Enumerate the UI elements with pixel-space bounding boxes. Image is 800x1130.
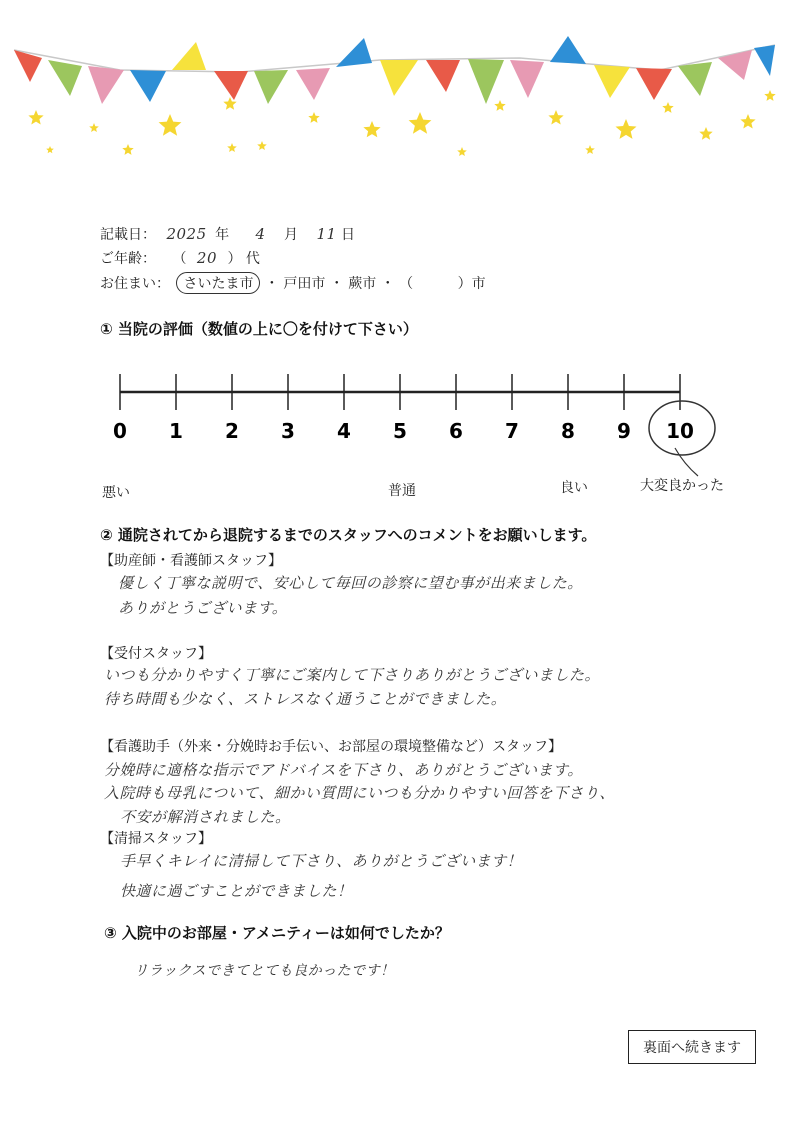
star-icon (699, 127, 712, 140)
date-day: 11 (316, 225, 337, 243)
star-icon (363, 121, 380, 137)
scale-label-very-good: 大変良かった (640, 478, 724, 494)
bunting-flag (130, 70, 166, 102)
cleaning-label: 【清掃スタッフ】 (100, 831, 212, 847)
scale-number-10: 10 (666, 419, 694, 443)
residence-option-city: ）市 (457, 276, 486, 292)
assistant-comment-line1: 分娩時に適格な指示でアドバイスを下さり、ありがとうございます。 (104, 761, 583, 779)
star-icon (159, 114, 182, 136)
scale-number-6: 6 (449, 419, 463, 443)
bunting-flag (754, 45, 775, 76)
scale-number-7: 7 (505, 419, 519, 443)
scale-number-8: 8 (561, 419, 575, 443)
residence-label: お住まい： (100, 276, 170, 292)
scale-number-9: 9 (617, 419, 631, 443)
bunting-flag (678, 62, 712, 96)
star-icon (89, 123, 99, 132)
star-icon (257, 141, 267, 150)
star-icon (585, 145, 595, 154)
scale-label-good: 良い (560, 480, 588, 496)
bunting-flag (468, 59, 504, 104)
reception-comment-line2: 待ち時間も少なく、ストレスなく通うことができました。 (104, 690, 507, 708)
bunting-flag (296, 68, 330, 100)
scale-label-normal: 普通 (388, 483, 416, 499)
bunting-flag (88, 66, 124, 104)
scale-number-5: 5 (393, 419, 407, 443)
star-icon (457, 147, 467, 156)
scale-number-4: 4 (337, 419, 351, 443)
bunting-flag (510, 60, 544, 98)
star-icon (28, 110, 43, 125)
section3-comment: リラックスできてとても良かったです！ (134, 963, 395, 979)
month-unit: 月 (284, 227, 299, 243)
residence-circle (176, 272, 260, 294)
bunting-flag (550, 36, 586, 64)
bunting-flag (636, 68, 672, 100)
year-unit: 年 (215, 227, 230, 243)
star-icon (494, 100, 505, 111)
star-icon (409, 112, 432, 134)
cleaning-comment-line2: 快適に過ごすことができました！ (120, 882, 353, 900)
star-icon (616, 119, 637, 139)
section2-title: ② 通院されてから退院するまでのスタッフへのコメントをお願いします。 (100, 526, 597, 544)
midwife-comment-line2: ありがとうございます。 (118, 599, 288, 617)
section3-title: ③ 入院中のお部屋・アメニティーは如何でしたか？ (104, 924, 450, 942)
star-icon (548, 110, 563, 125)
bunting-decoration (0, 0, 800, 170)
star-icon (227, 143, 237, 152)
residence-option-others: ・ 戸田市 ・ 蕨市 ・ （ (264, 276, 414, 292)
midwife-comment-line1: 優しく丁寧な説明で、安心して毎回の診察に望む事が出来ました。 (118, 574, 583, 592)
residence-row (100, 272, 486, 294)
age-value: 20 (196, 249, 217, 267)
age-row: ご年齢： （ 20 ） 代 (100, 249, 260, 267)
assistant-comment-line2: 入院時も母乳について、細かい質問にいつも分かりやすい回答を下さり、 (104, 784, 615, 802)
age-label: ご年齢： (100, 251, 156, 267)
scale-label-bad: 悪い (102, 485, 130, 501)
day-unit: 日 (341, 227, 356, 243)
bunting-flag (48, 60, 82, 96)
midwife-label: 【助産師・看護師スタッフ】 (100, 553, 282, 569)
star-icon (662, 102, 673, 113)
scale-number-3: 3 (281, 419, 295, 443)
assistant-label: 【看護助手（外来・分娩時お手伝い、お部屋の環境整備など）スタッフ】 (100, 739, 562, 755)
star-icon (740, 114, 755, 129)
scale-number-0: 0 (113, 419, 127, 443)
date-row (100, 224, 355, 244)
date-month: 4 (255, 225, 266, 243)
date-year: 2025 (166, 225, 207, 243)
scale-number-2: 2 (225, 419, 239, 443)
section1-title: ① 当院の評価（数値の上に〇を付けて下さい） (100, 320, 418, 338)
continue-box (628, 1030, 756, 1064)
continue-label: 裏面へ続きます (643, 1040, 741, 1056)
bunting-flag (336, 38, 372, 67)
bunting-flag (172, 42, 206, 70)
star-icon (308, 112, 319, 123)
scale-number-1: 1 (169, 419, 183, 443)
date-label: 記載日： (100, 227, 156, 243)
star-icon (46, 146, 54, 153)
bunting-flag (380, 60, 418, 96)
star-icon (223, 97, 236, 110)
assistant-comment-line3: 不安が解消されました。 (120, 808, 291, 826)
star-icon (764, 90, 775, 101)
bunting-flag (254, 70, 288, 104)
cleaning-comment-line1: 手早くキレイに清掃して下さり、ありがとうございます！ (120, 852, 523, 870)
bunting-flag (426, 60, 460, 92)
reception-comment-line1: いつも分かりやすく丁寧にご案内して下さりありがとうございました。 (104, 666, 601, 684)
reception-label: 【受付スタッフ】 (100, 646, 212, 662)
residence-option-saitama: さいたま市 (183, 276, 254, 292)
bunting-flag (594, 65, 630, 98)
bunting-flag (214, 71, 248, 100)
age-unit: 代 (245, 251, 260, 267)
star-icon (122, 144, 133, 155)
bunting-flag (718, 50, 752, 80)
